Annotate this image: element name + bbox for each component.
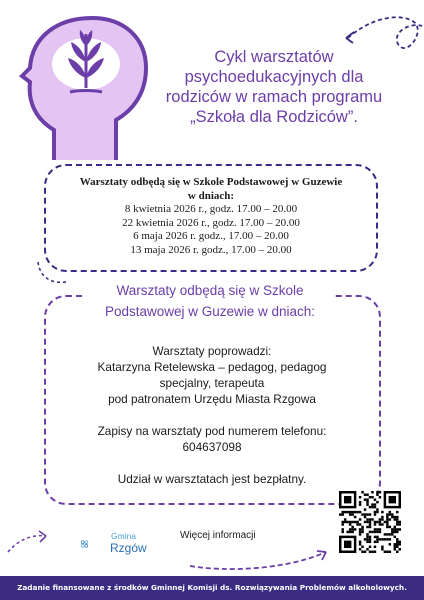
schedule-box bbox=[44, 164, 378, 272]
dashed-arrow-left-decoration bbox=[4, 526, 52, 556]
schedule-date: 22 kwietnia 2026 r., godz. 17.00 – 20.00 bbox=[122, 216, 300, 229]
info-heading-line: Podstawowej w Guzewie w dniach: bbox=[104, 304, 316, 319]
info-box-body bbox=[58, 343, 366, 487]
schedule-date: 13 maja 2026 r. godz., 17.00 – 20.00 bbox=[130, 243, 292, 256]
title-line: rodziców w ramach programu bbox=[165, 88, 383, 106]
schedule-date: 6 maja 2026 r. godz., 17.00 – 20.00 bbox=[133, 230, 289, 243]
dashed-arrow-more-info-decoration bbox=[186, 544, 336, 574]
info-heading-line: Warsztaty odbędą się w Szkole bbox=[116, 283, 304, 298]
footer-funding-note: Zadanie finansowane z środków Gminnej Komisji ds. Rozwiązywania Problemów alkoholowych. bbox=[0, 576, 424, 600]
phone-number[interactable]: 604637098 bbox=[182, 440, 242, 454]
schedule-date: 8 kwietnia 2026 r., godz. 17.00 – 20.00 bbox=[124, 203, 298, 216]
presenter-text: pod patronatem Urzędu Miasta Rzgowa bbox=[108, 392, 316, 406]
presenter-text: Warsztaty poprowadzi: bbox=[152, 344, 272, 358]
info-box-heading bbox=[86, 280, 334, 322]
page-title bbox=[140, 47, 408, 127]
qr-code[interactable] bbox=[339, 491, 401, 553]
more-info-label: Więcej informacji bbox=[180, 530, 256, 541]
presenter-text: specjalny, terapeuta bbox=[159, 376, 265, 390]
title-line: „Szkoła dla Rodziców”. bbox=[190, 108, 358, 126]
title-line: psychoedukacyjnych dla bbox=[184, 68, 364, 86]
head-with-plant-icon bbox=[14, 12, 154, 160]
gmina-rzgow-logo bbox=[80, 529, 110, 559]
schedule-lead: Warsztaty odbędą się w Szkole Podstawowej w Guzewie bbox=[79, 176, 343, 188]
signup-text: Zapisy na warsztaty pod numerem telefonu: bbox=[97, 424, 327, 438]
schedule-lead: w dniach: bbox=[187, 189, 235, 202]
qr-code-graphic bbox=[339, 491, 401, 553]
logo-text-rzgow: Rzgów bbox=[110, 541, 147, 555]
title-line: Cykl warsztatów bbox=[214, 48, 334, 66]
logo-text-gmina: Gmina bbox=[111, 531, 137, 541]
presenter-text: Katarzyna Retelewska – pedagog, pedagog bbox=[97, 360, 327, 374]
free-participation-note: Udział w warsztatach jest bezpłatny. bbox=[117, 472, 307, 486]
